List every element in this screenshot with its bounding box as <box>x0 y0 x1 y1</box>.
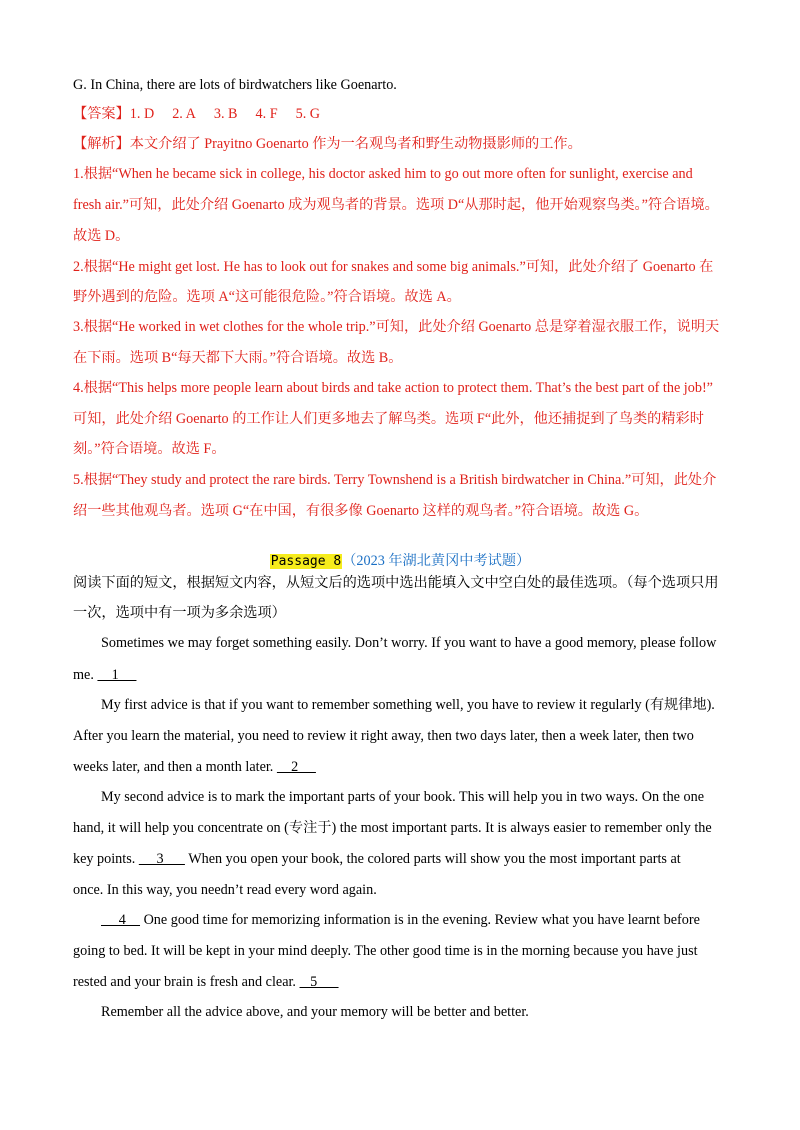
paragraph-2-line: My first advice is that if you want to remember something well, you have to review it regularly (有规律地). <box>101 697 715 713</box>
paragraph-4-line <box>73 972 730 992</box>
analysis-line: 故选 D。 <box>73 228 130 244</box>
analysis-label: 【解析】 <box>73 136 130 152</box>
text-fragment: weeks later, and then a month later. <box>73 759 277 775</box>
text-fragment: When you open your book, the colored parts will show you the most important parts at <box>184 851 681 867</box>
blank-1: 1 <box>97 667 137 683</box>
analysis-line: 可知，此处介绍 Goenarto 的工作让人们更多地去了解鸟类。选项 F“此外，他还捕捉到了鸟类的精彩时 <box>73 411 704 427</box>
analysis-intro: 本文介绍了 Prayitno Goenarto 作为一名观鸟者和野生动物摄影师的工作。 <box>129 136 582 152</box>
analysis-line: 1.根据“When he became sick in college, his doctor asked him to go out more often for sunlight, exercise and <box>73 166 693 182</box>
text-fragment: key points. <box>73 851 139 867</box>
blank-4: 4 <box>101 912 141 928</box>
blank-2: 2 <box>276 759 316 775</box>
answer-item: 4. F <box>255 106 278 122</box>
passage-title: Passage 8 <box>270 554 342 569</box>
analysis-line: 5.根据“They study and protect the rare birds. Terry Townshend is a British birdwatcher in China.”可知，此处介 <box>73 472 717 488</box>
analysis-line: 绍一些其他观鸟者。选项 G“在中国，有很多像 Goenarto 这样的观鸟者。”符合语境。故选 G。 <box>73 503 649 519</box>
analysis-line: 2.根据“He might get lost. He has to look out for snakes and some big animals.”可知，此处介绍了 Goenarto 在 <box>73 259 714 275</box>
passage-source: （2023 年湖北黄冈中考试题） <box>342 553 531 569</box>
paragraph-2-line <box>73 757 730 777</box>
analysis-line: 4.根据“This helps more people learn about birds and take action to protect them. That’s the best part of the job!” <box>73 380 713 396</box>
answer-item: 2. A <box>172 106 196 122</box>
paragraph-5-line: Remember all the advice above, and your memory will be better and better. <box>101 1004 529 1020</box>
paragraph-1-line: Sometimes we may forget something easily. Don’t worry. If you want to have a good memory, please follow <box>101 635 717 651</box>
analysis-line: 野外遇到的危险。选项 A“这可能很危险。”符合语境。故选 A。 <box>73 289 461 305</box>
instruction-line: 阅读下面的短文，根据短文内容，从短文后的选项中选出能填入文中空白处的最佳选项。（每个选项只用 <box>73 575 719 591</box>
paragraph-4-line <box>101 910 730 930</box>
instruction-line: 一次，选项中有一项为多余选项） <box>73 605 286 621</box>
answer-label: 【答案】 <box>73 106 130 122</box>
blank-5: 5 <box>299 974 339 990</box>
analysis-line: 3.根据“He worked in wet clothes for the whole trip.”可知，此处介绍 Goenarto 总是穿着湿衣服工作，说明天 <box>73 319 720 335</box>
paragraph-2-line: After you learn the material, you need to review it right away, then two days later, then a week later, then two <box>73 728 694 744</box>
answer-item: 3. B <box>213 106 238 122</box>
paragraph-3-line: once. In this way, you needn’t read every word again. <box>73 882 377 898</box>
paragraph-1-line <box>73 665 730 685</box>
answer-item: 1. D <box>129 106 155 122</box>
text-fragment: me. <box>73 667 98 683</box>
text-fragment: One good time for memorizing information is in the evening. Review what you have learnt before <box>140 912 700 928</box>
paragraph-3-line <box>73 849 730 869</box>
option-g-text: G. In China, there are lots of birdwatchers like Goenarto. <box>73 77 397 93</box>
analysis-line: 在下雨。选项 B“每天都下大雨。”符合语境。故选 B。 <box>73 350 403 366</box>
text-fragment: rested and your brain is fresh and clear. <box>73 974 300 990</box>
analysis-line: fresh air.”可知，此处介绍 Goenarto 成为观鸟者的背景。选项 D“从那时起，他开始观察鸟类。”符合语境。 <box>73 197 719 213</box>
passage-heading <box>0 551 800 572</box>
blank-3: 3 <box>138 851 185 867</box>
answer-item: 5. G <box>295 106 321 122</box>
answer-line <box>73 104 730 124</box>
analysis-intro-line <box>73 134 730 154</box>
paragraph-3-line: hand, it will help you concentrate on (专注于) the most important parts. It is always easier to remember only the <box>73 820 712 836</box>
analysis-line: 刻。”符合语境。故选 F。 <box>73 441 226 457</box>
paragraph-3-line: My second advice is to mark the important parts of your book. This will help you in two ways. On the one <box>101 789 705 805</box>
paragraph-4-line: going to bed. It will be kept in your mind deeply. The other good time is in the morning because you have just <box>73 943 698 959</box>
